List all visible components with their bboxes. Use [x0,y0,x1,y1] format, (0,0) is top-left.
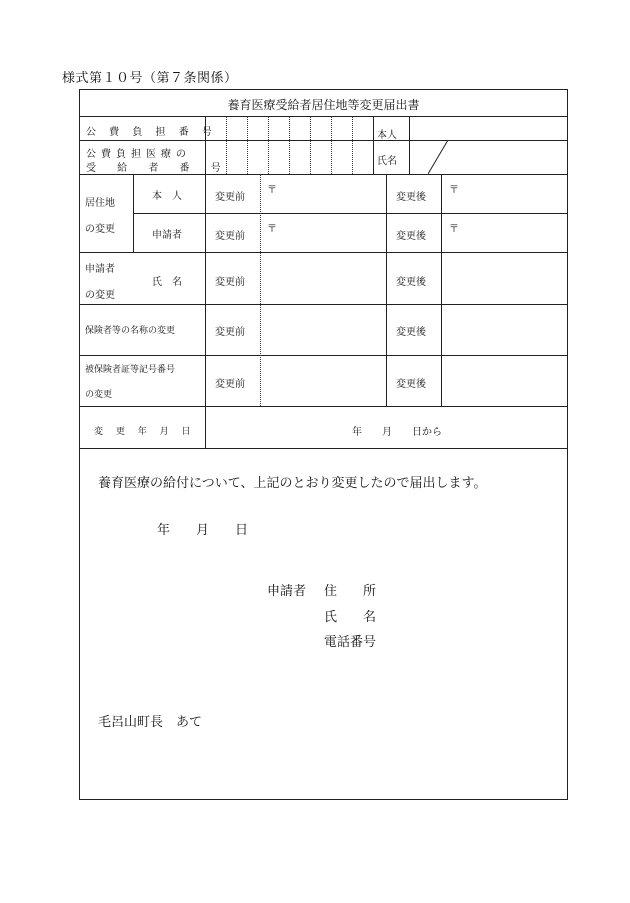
postal-mark: 〒 [449,185,459,196]
name-sign-label: 氏 名 [324,610,377,625]
row-divider [80,252,567,253]
change-date-value: 年 月 日から [352,427,442,438]
form-title: 養育医療受給者居住地等変更届出書 [227,98,420,112]
postal-mark: 〒 [449,224,459,235]
date-line: 年 月 日 [157,523,249,538]
after-label: 変更後 [396,379,426,390]
after-label: 変更後 [396,192,426,203]
col-divider [441,174,442,406]
col-divider [373,116,374,174]
insurer-change-label: 保険者等の名称の変更 [85,326,176,336]
shimei-label: 氏名 [377,156,397,167]
row-divider [80,140,567,141]
notification-form [79,89,568,800]
phone-label: 電話番号 [324,635,377,650]
applicant-change-label-2: の変更 [85,290,115,301]
name-label: 氏 名 [152,277,182,288]
applicant-label: 申請者 [152,230,182,241]
number-cell-divider [268,116,269,174]
row-divider [80,116,567,117]
before-label: 変更前 [215,192,245,203]
change-date-label: 変 更 年 月 日 [94,427,196,437]
statement: 養育医療の給付について、上記のとおり変更したので届出します。 [98,476,487,491]
row-divider [80,174,567,175]
before-label: 変更前 [215,327,245,338]
row-divider [80,448,567,449]
form-number: 様式第１０号（第７条関係） [62,71,238,86]
before-label: 変更前 [215,277,245,288]
number-cell-divider [289,116,290,174]
col-divider [409,116,410,174]
postal-mark: 〒 [267,224,277,235]
residence-label-2: の変更 [85,224,115,235]
row-divider [80,406,567,407]
honnin-label: 本人 [377,130,397,141]
number-cell-divider [352,116,353,174]
number-cell-divider [310,116,311,174]
number-cell-divider [247,116,248,174]
public-burden-number-label: 公 費 負 担 番 号 [86,127,217,138]
residence-label-1: 居住地 [85,198,115,209]
recipient-number-label-1: 公費負担医療の [86,149,191,160]
number-cell-divider [260,174,261,406]
row-divider [80,304,567,305]
self-label: 本 人 [152,191,182,202]
row-divider [80,355,567,356]
postal-mark: 〒 [267,185,277,196]
row-divider [133,213,567,214]
insured-card-label-2: の変更 [85,390,113,400]
address-label: 住 所 [324,584,377,599]
applicant-sign-label: 申請者 [267,584,307,599]
after-label: 変更後 [396,231,426,242]
addressee: 毛呂山町長 あて [98,715,203,730]
applicant-change-label-1: 申請者 [85,264,115,275]
recipient-number-label-2: 受 給 者 番 号 [86,163,230,174]
after-label: 変更後 [396,277,426,288]
insured-card-label-1: 被保険者証等記号番号 [85,365,176,375]
number-cell-divider [331,116,332,174]
col-divider [386,174,387,406]
after-label: 変更後 [396,327,426,338]
before-label: 変更前 [215,379,245,390]
col-divider [133,174,134,252]
before-label: 変更前 [215,231,245,242]
diagonal-line [428,140,452,174]
